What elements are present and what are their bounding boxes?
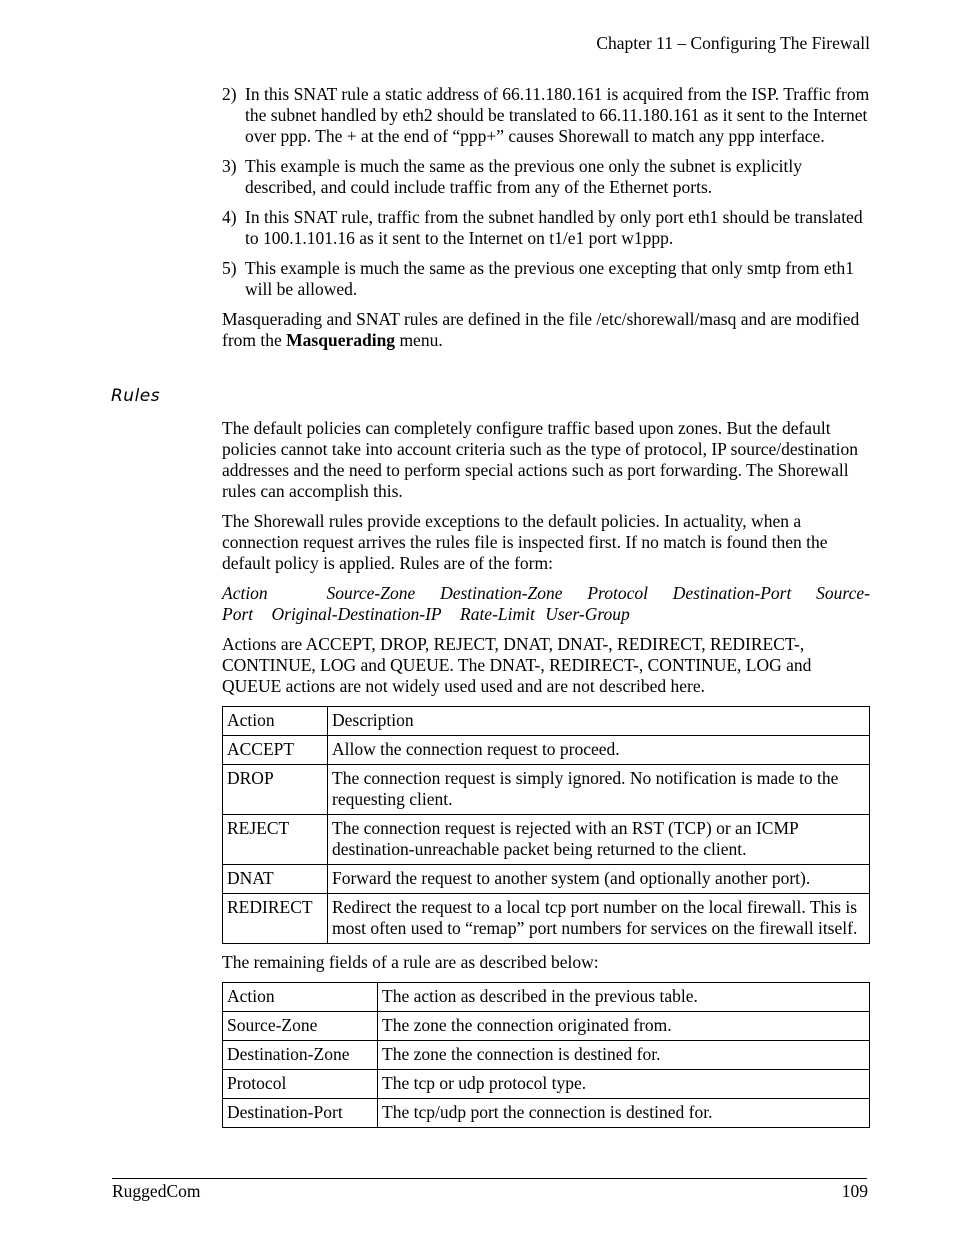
- rule-form-field: Destination-Zone: [440, 583, 563, 603]
- rule-form-field: Action: [222, 583, 268, 603]
- masquerading-paragraph: [222, 309, 870, 351]
- action-name-cell: REJECT: [223, 815, 328, 865]
- table-row: [223, 865, 870, 894]
- action-name-cell: REDIRECT: [223, 894, 328, 944]
- list-item-text: In this SNAT rule, traffic from the subnet handled by only port eth1 should be translated to 100.1.101.16 as it sent to the Internet on t1/e1 port w1ppp.: [245, 207, 863, 248]
- table-row: [223, 736, 870, 765]
- table-row: [223, 894, 870, 944]
- table-row: [223, 815, 870, 865]
- rule-form-field: User-Group: [545, 604, 630, 624]
- list-item-number: 3): [222, 156, 237, 176]
- field-name-cell: Protocol: [223, 1070, 378, 1099]
- rule-form-line-2: [222, 604, 870, 625]
- field-description-cell: The zone the connection originated from.: [378, 1012, 870, 1041]
- list-item-text: This example is much the same as the previous one only the subnet is explicitly described, and could include traffic from any of the Ethernet ports.: [245, 156, 802, 197]
- action-description-cell: The connection request is simply ignored. No notification is made to the requesting client.: [328, 765, 870, 815]
- action-name-cell: ACCEPT: [223, 736, 328, 765]
- field-name-cell: Destination-Zone: [223, 1041, 378, 1070]
- rules-exceptions-paragraph: The Shorewall rules provide exceptions to the default policies. In actuality, when a connection request arrives the rules file is inspected first. If no match is found then the default policy is applied. Rules are of the form:: [222, 511, 828, 573]
- field-description-cell: The tcp/udp port the connection is destined for.: [378, 1099, 870, 1128]
- footer-company-name: RuggedCom: [112, 1181, 201, 1201]
- footer-page-number: 109: [841, 1181, 868, 1201]
- list-item-text: This example is much the same as the previous one excepting that only smtp from eth1 will be allowed.: [245, 258, 854, 299]
- table-header-cell: Action: [223, 707, 328, 736]
- rule-form-line-1: [222, 583, 870, 604]
- list-item: [222, 258, 870, 300]
- table-row: [223, 1041, 870, 1070]
- section-title-rules: Rules: [111, 386, 161, 406]
- table-header-row: [223, 707, 870, 736]
- table-header-cell: Description: [328, 707, 870, 736]
- field-name-cell: Action: [223, 983, 378, 1012]
- actions-list-paragraph: Actions are ACCEPT, DROP, REJECT, DNAT, DNAT-, REDIRECT, REDIRECT-, CONTINUE, LOG and QUEUE. The DNAT-, REDIRECT-, CONTINUE, LOG and QUEUE actions are not widely used used and are not described here.: [222, 634, 812, 696]
- masquerading-menu-name: Masquerading: [286, 330, 396, 350]
- action-name-cell: DROP: [223, 765, 328, 815]
- rule-form-field: Protocol: [587, 583, 648, 603]
- field-description-cell: The zone the connection is destined for.: [378, 1041, 870, 1070]
- action-description-cell: Allow the connection request to proceed.: [328, 736, 870, 765]
- table-row: [223, 1099, 870, 1128]
- rule-form-field: Port: [222, 604, 254, 624]
- remaining-fields-paragraph: The remaining fields of a rule are as described below:: [222, 952, 599, 972]
- list-item-number: 5): [222, 258, 237, 278]
- action-description-cell: The connection request is rejected with an RST (TCP) or an ICMP destination-unreachable packet being returned to the client.: [328, 815, 870, 865]
- page-header-chapter-title: Chapter 11 – Configuring The Firewall: [596, 33, 870, 53]
- rules-intro-paragraph: The default policies can completely configure traffic based upon zones. But the default policies cannot take into account criteria such as the type of protocol, IP source/destination addresses and the need to perform special actions such as port forwarding. The Shorewall rules can accomplish this.: [222, 418, 858, 501]
- field-name-cell: Source-Zone: [223, 1012, 378, 1041]
- footer-divider: [112, 1178, 867, 1179]
- actions-table: [222, 706, 870, 944]
- masq-text-after: menu.: [395, 330, 443, 350]
- rule-fields-table: [222, 982, 870, 1128]
- rule-form-field: Destination-Port: [672, 583, 792, 603]
- action-description-cell: Forward the request to another system (and optionally another port).: [328, 865, 870, 894]
- list-item-text: In this SNAT rule a static address of 66.11.180.161 is acquired from the ISP. Traffic from the subnet handled by eth2 should be translated to 66.11.180.161 as it sent to the Internet over ppp. The + at the end of “ppp+” causes Shorewall to match any ppp interface.: [245, 84, 870, 146]
- snat-example-list: [222, 84, 870, 300]
- rule-form-field: Rate-Limit: [460, 604, 535, 624]
- action-name-cell: DNAT: [223, 865, 328, 894]
- field-description-cell: The tcp or udp protocol type.: [378, 1070, 870, 1099]
- table-row: [223, 1070, 870, 1099]
- list-item: [222, 207, 870, 249]
- list-item-number: 2): [222, 84, 237, 104]
- list-item: [222, 156, 870, 198]
- rule-form-field: Original-Destination-IP: [271, 604, 442, 624]
- snat-examples-section: [222, 84, 870, 360]
- list-item-number: 4): [222, 207, 237, 227]
- masq-text-before: Masquerading and SNAT rules are defined in the file /etc/shorewall/masq and are modified from the: [222, 309, 860, 350]
- action-description-cell: Redirect the request to a local tcp port number on the local firewall. This is most often used to “remap” port numbers for services on the firewall itself.: [328, 894, 870, 944]
- rule-form-field: Source-: [816, 583, 870, 603]
- rule-form-field: Source-Zone: [326, 583, 416, 603]
- table-row: [223, 983, 870, 1012]
- rule-form-syntax: [222, 583, 870, 625]
- field-name-cell: Destination-Port: [223, 1099, 378, 1128]
- table-row: [223, 765, 870, 815]
- field-description-cell: The action as described in the previous table.: [378, 983, 870, 1012]
- rules-section-body: [222, 418, 870, 1128]
- table-row: [223, 1012, 870, 1041]
- list-item: [222, 84, 870, 147]
